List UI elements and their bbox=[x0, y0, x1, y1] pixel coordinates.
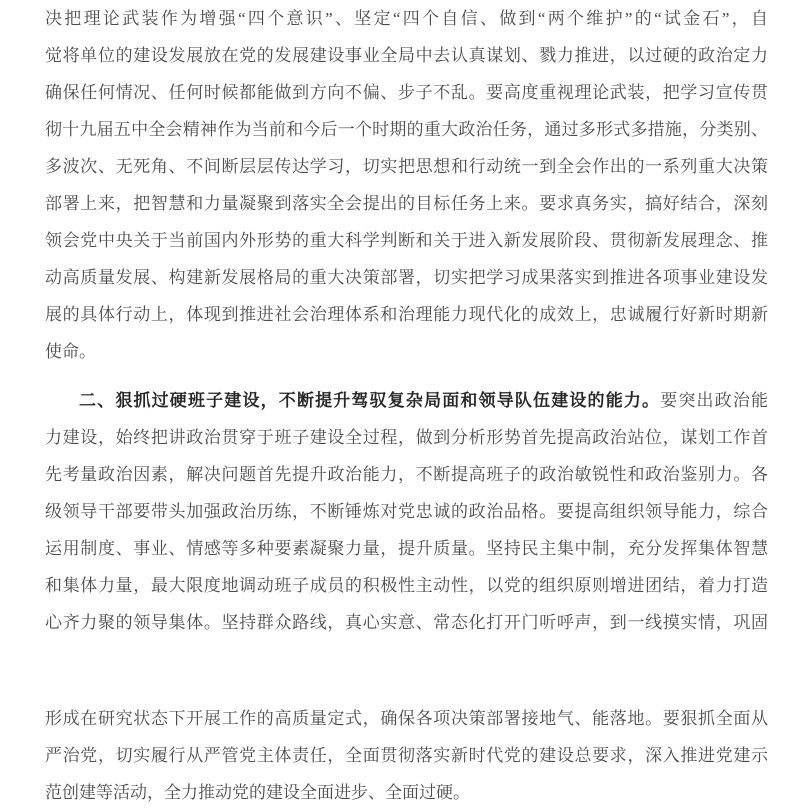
text-line: 和集体力量，最大限度地调动班子成员的积极性主动性，以党的组织原则增进团结，着力打造 bbox=[45, 576, 768, 595]
section-2-heading: 二、狠抓过硬班子建设，不断提升驾驭复杂局面和领导队伍建设的能力。 bbox=[79, 391, 661, 410]
text-line-with-heading bbox=[45, 382, 768, 419]
text-line: 多波次、无死角、不间断层层传达学习，切实把思想和行动统一到全会作出的一系列重大决策 bbox=[45, 157, 768, 176]
text-line: 使命。 bbox=[45, 342, 96, 361]
text-line: 运用制度、事业、情感等多种要素凝聚力量，提升质量。坚持民主集中制，充分发挥集体智慧 bbox=[45, 539, 768, 558]
text-line: 心齐力聚的领导集体。坚持群众路线，真心实意、常态化打开门听呼声，到一线摸实情，巩固 bbox=[45, 613, 768, 632]
text-line: 领会党中央关于当前国内外形势的重大科学判断和关于进入新发展阶段、贯彻新发展理念、推 bbox=[45, 231, 768, 250]
paragraph-continuation-top bbox=[45, 0, 768, 370]
paragraph-continuation-bottom bbox=[45, 700, 768, 811]
text-line: 先考量政治因素，解决问题首先提升政治能力，不断提高班子的政治敏锐性和政治鉴别力。各 bbox=[45, 465, 768, 484]
document-text-body bbox=[45, 0, 768, 811]
text-line: 范创建等活动，全力推动党的建设全面进步、全面过硬。 bbox=[45, 783, 470, 802]
text-line: 彻十九届五中全会精神作为当前和今后一个时期的重大政治任务，通过多形式多措施，分类别、 bbox=[45, 120, 768, 139]
text-line: 决把理论武装作为增强“四个意识”、坚定“四个自信、做到“两个维护”的“试金石”，自 bbox=[45, 9, 768, 28]
text-line: 部署上来，把智慧和力量凝聚到落实全会提出的目标任务上来。要求真务实，搞好结合，深刻 bbox=[45, 194, 768, 213]
text-line: 确保任何情况、任何时候都能做到方向不偏、步子不乱。要高度重视理论武装，把学习宣传贯 bbox=[45, 83, 768, 102]
text-line: 级领导干部要带头加强政治历练，不断锤炼对党忠诚的政治品格。要提高组织领导能力，综合 bbox=[45, 502, 768, 521]
text-line: 形成在研究状态下开展工作的高质量定式，确保各项决策部署接地气、能落地。要狠抓全面从 bbox=[45, 709, 768, 728]
text-line: 展的具体行动上，体现到推进社会治理体系和治理能力现代化的成效上，忠诚履行好新时期新 bbox=[45, 305, 768, 324]
text-line: 力建设，始终把讲政治贯穿于班子建设全过程，做到分析形势首先提高政治站位，谋划工作首 bbox=[45, 428, 768, 447]
text-line: 觉将单位的建设发展放在党的发展建设事业全局中去认真谋划、戮力推进，以过硬的政治定力 bbox=[45, 46, 768, 65]
text-line: 严治党，切实履行从严管党主体责任，全面贯彻落实新时代党的建设总要求，深入推进党建示 bbox=[45, 746, 768, 765]
text-line: 动高质量发展、构建新发展格局的重大决策部署，切实把学习成果落实到推进各项事业建设发 bbox=[45, 268, 768, 287]
paragraph-section-2 bbox=[45, 382, 768, 641]
section-2-first-line-rest: 要突出政治能 bbox=[660, 391, 768, 410]
